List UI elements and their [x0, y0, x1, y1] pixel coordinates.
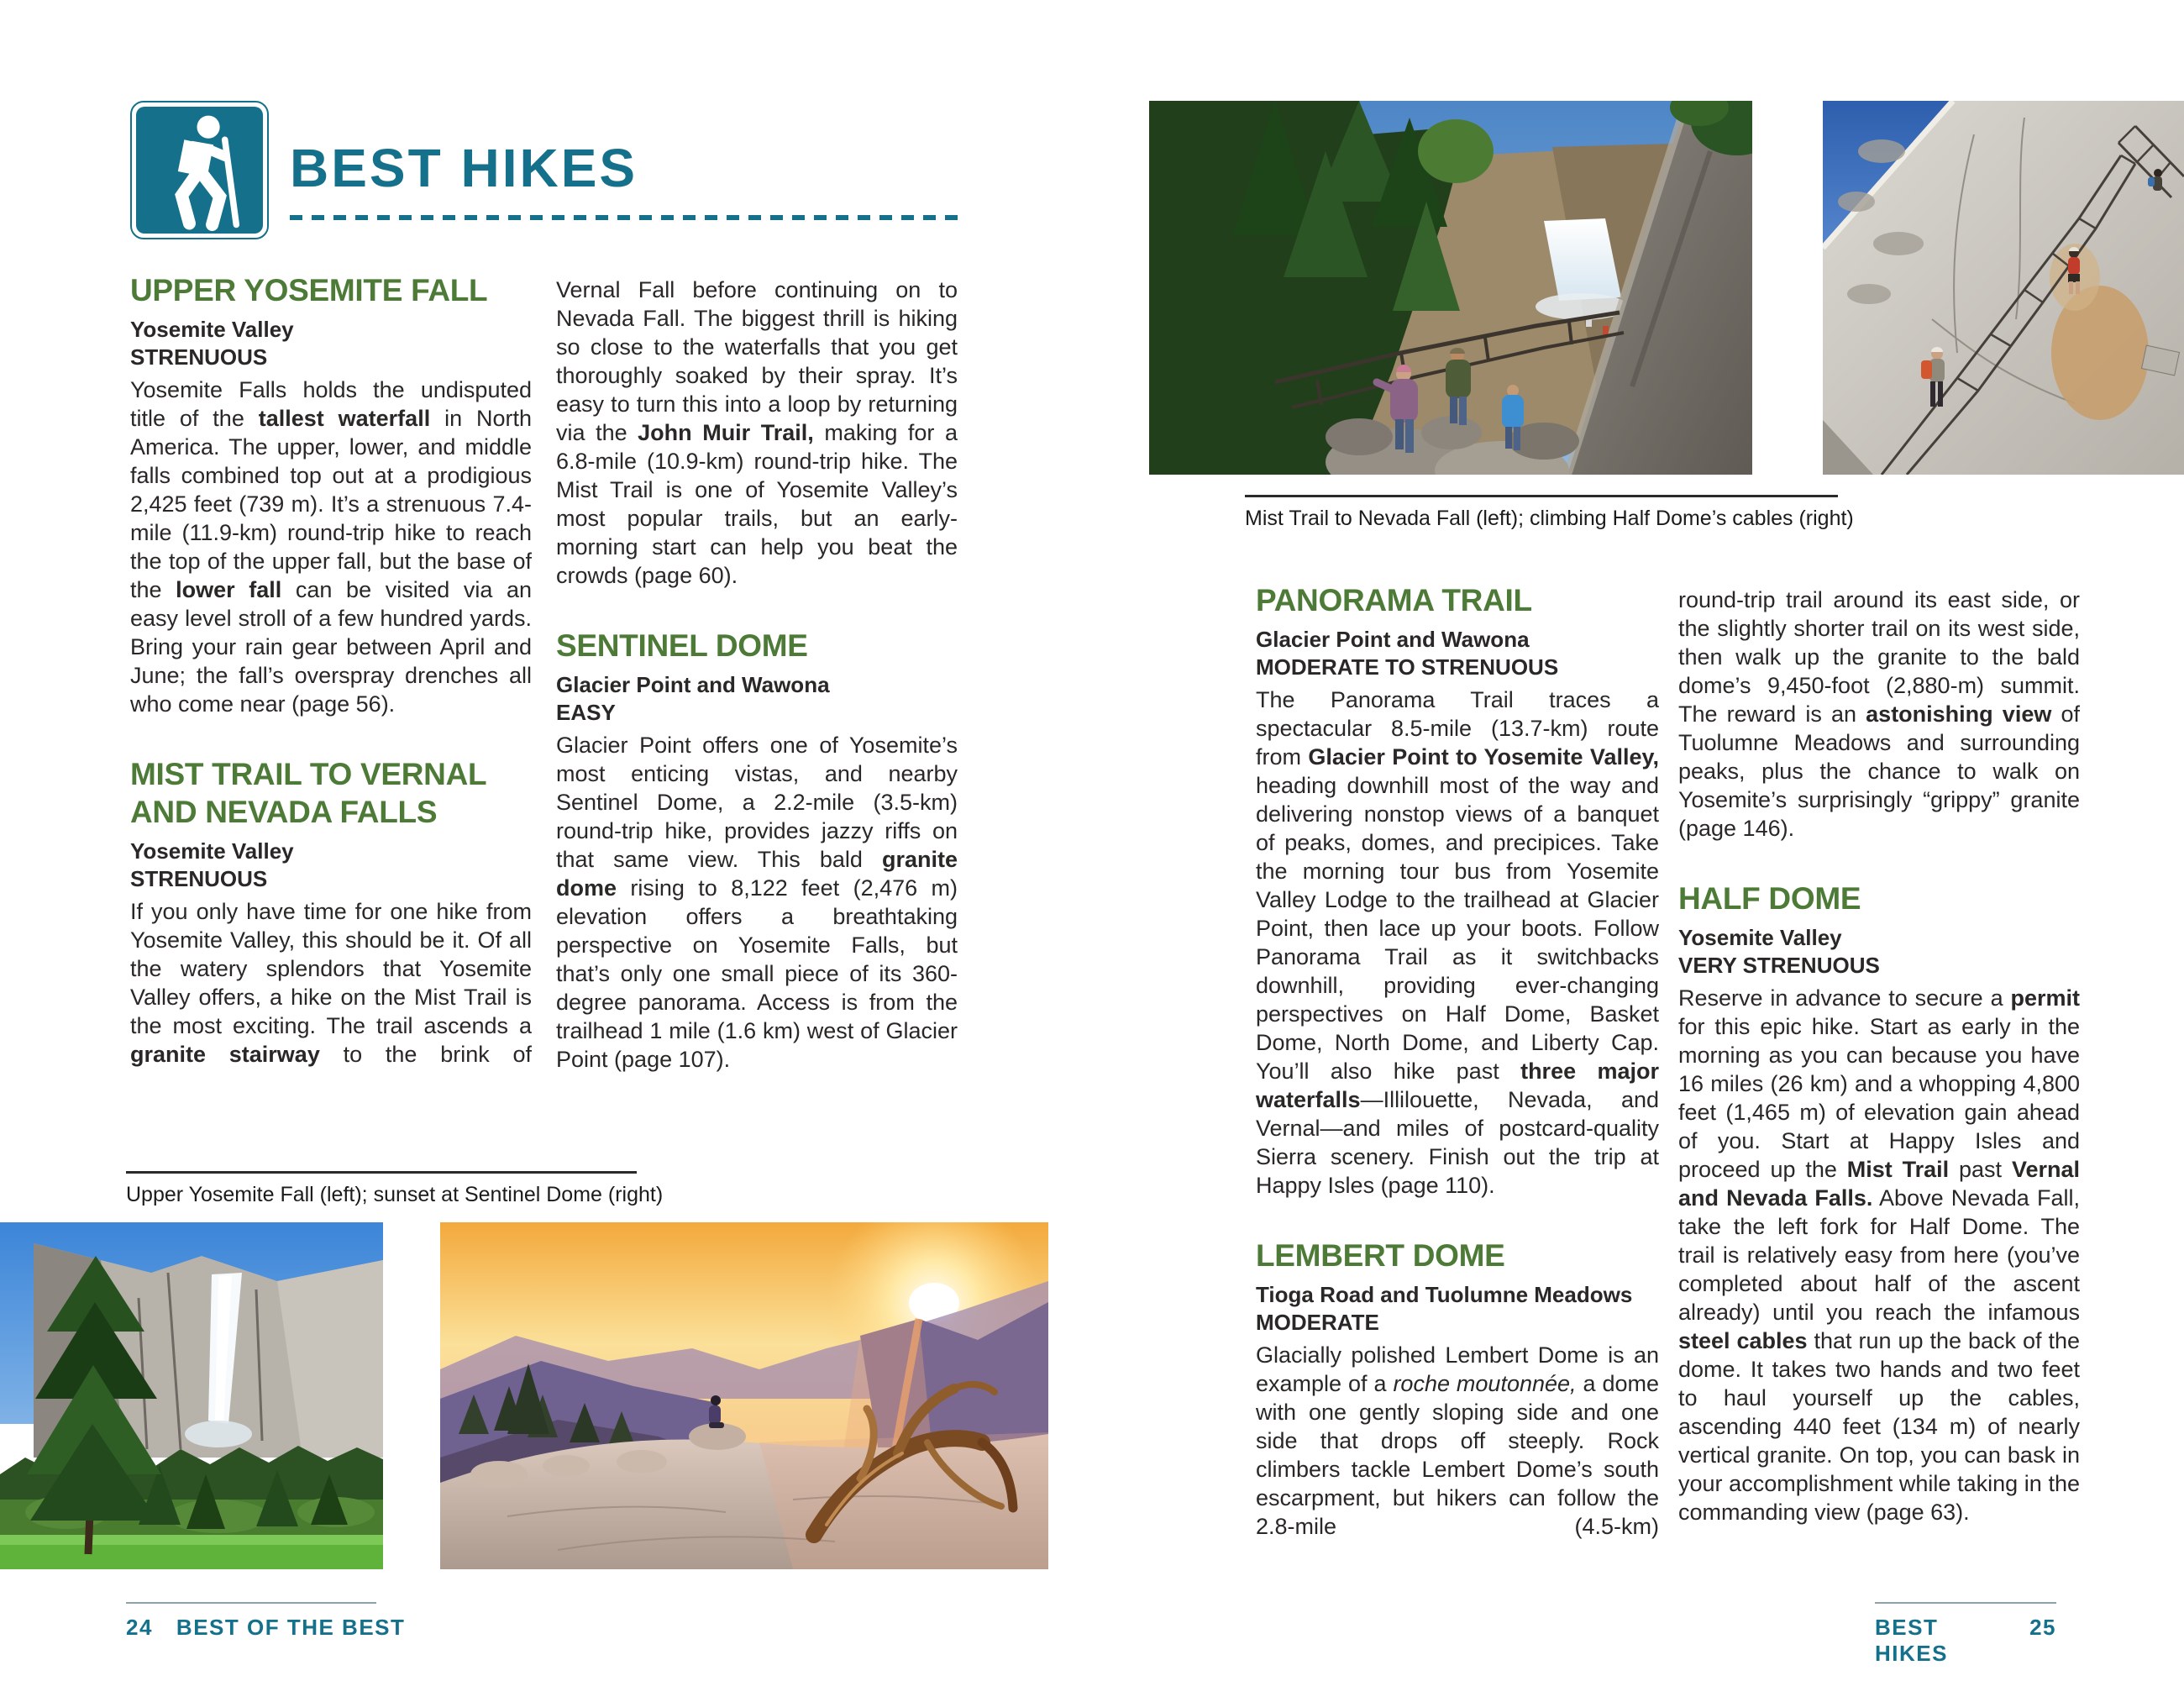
hiker-icon-tile — [136, 107, 263, 234]
sentinel-dome-sunset-illustration — [440, 1222, 1048, 1569]
right-page-column-2 — [1678, 581, 2080, 1526]
section-body: Glacially polished Lembert Dome is an example of a roche moutonnée, a dome with one gently sloping side and one side that drops off steeply. Rock climbers tackle Lembert Dome’s south escarpment, but hikers can follow the 2.8-mile (4.5-km) — [1256, 1342, 1660, 1539]
footer-label-right: BEST HIKES — [1875, 1615, 1948, 1666]
title-dashed-rule — [290, 215, 958, 220]
section-meta: MODERATE TO STRENUOUS — [1256, 654, 1559, 680]
hiker-icon — [130, 101, 269, 239]
section-meta: EASY — [556, 700, 616, 725]
footer-right — [1875, 1615, 2056, 1667]
section-meta: MODERATE — [1256, 1310, 1379, 1335]
section-meta: Glacier Point and Wawona — [1256, 627, 1530, 652]
section-meta: VERY STRENUOUS — [1678, 953, 1880, 978]
section-heading: HALF DOME — [1678, 881, 1861, 916]
page-title: BEST HIKES — [290, 138, 638, 198]
section-body: round-trip trail around its east side, or the slightly shorter trail on its west side, then walk up the granite to the bald dome’s 9,450-foot (2,880-m) summit. The reward is an astonishing view of Tuolumne Meadows and surrounding peaks, plus the chance to walk on Yosemite’s surprisingly “grippy” granite (page 146). — [1678, 587, 2081, 841]
photo-sentinel-dome-sunset — [440, 1222, 1048, 1569]
section-body: Yosemite Falls holds the undisputed title of the tallest waterfall in North America. The upper, lower, and middle falls combined top out at a prodigious 2,425 feet (739 m). It’s a strenuous 7.4-mile (11.9-km) round-trip hike to reach the top of the upper fall, but the base of the lower fall can be visited via an easy level stroll of a few hundred yards. Bring your rain gear between April and June; the fall’s overspray drenches all who come near (page 56). — [130, 377, 533, 717]
section-heading: MIST TRAIL TO VERNAL AND NEVADA FALLS — [130, 757, 486, 829]
footer-rule-right — [1875, 1602, 2056, 1604]
half-dome-cables-illustration — [1823, 101, 2184, 475]
section-body: Vernal Fall before continuing on to Nevada Fall. The biggest thrill is hiking so close to the waterfalls that you get thoroughly soaked by their spray. It’s easy to turn this into a loop by returning via the John Muir Trail, making for a 6.8-mile (10.9-km) round-trip hike. The Mist Trail is one of Yosemite Valley’s most popular trails, but an early-morning start can help you beat the crowds (page 60). — [556, 277, 958, 588]
section-heading: UPPER YOSEMITE FALL — [130, 273, 488, 307]
section-body: Reserve in advance to secure a permit for this epic hike. Start as early in the morning as you can because you have 16 miles (26 km) and a whopping 4,800 feet (1,465 m) of elevation gain ahead of you. Start at Happy Isles and proceed up the Mist Trail past Vernal and Nevada Falls. Above Nevada Fall, take the left fork for Half Dome. The trail is relatively easy from here (you’ve completed about half of the ascent already) until you reach the infamous steel cables that run up the back of the dome. It takes two hands and two feet to haul yourself up the cables, ascending 440 feet (134 m) of nearly vertical granite. On top, you can bask in your accomplishment while taking in the commanding view (page 63). — [1678, 985, 2080, 1525]
section-meta: Yosemite Valley — [130, 317, 294, 342]
caption-rule-right — [1245, 495, 1838, 497]
left-page-column-1 — [130, 271, 532, 1069]
photo-upper-yosemite-fall — [0, 1222, 383, 1569]
section-heading: LEMBERT DOME — [1256, 1238, 1505, 1273]
section-meta: Tioga Road and Tuolumne Meadows — [1256, 1282, 1633, 1307]
photo-caption-right: Mist Trail to Nevada Fall (left); climbing Half Dome’s cables (right) — [1245, 507, 1854, 530]
section-meta: Yosemite Valley — [1678, 925, 1842, 950]
footer-rule-left — [126, 1602, 376, 1604]
section-meta: STRENUOUS — [130, 866, 268, 891]
section-meta: STRENUOUS — [130, 344, 268, 370]
section-body: The Panorama Trail traces a spectacular 8.5-mile (13.7-km) route from Glacier Point to Yosemite Valley, heading downhill most of the way and delivering nonstop views of a banquet of peaks, domes, and precipices. Take the morning tour bus from Yosemite Valley Lodge to the trailhead at Glacier Point, then lace up your boots. Follow Panorama Trail as it switchbacks downhill, providing ever-changing perspectives on Half Dome, Basket Dome, North Dome, and Liberty Cap. You’ll also hike past three major waterfalls—Illilouette, Nevada, and Vernal—and miles of postcard-quality Sierra scenery. Finish out the trip at Happy Isles (page 110). — [1256, 687, 1659, 1198]
section-meta: Yosemite Valley — [130, 838, 294, 864]
caption-rule-left — [126, 1171, 637, 1174]
section-body: If you only have time for one hike from Yosemite Valley, this should be it. Of all the watery splendors that Yosemite Valley offers, a hike on the Mist Trail is the most exciting. The trail ascends a granite stairway to the brink of — [130, 899, 532, 1067]
upper-yosemite-fall-illustration — [0, 1222, 383, 1569]
right-page-column-1 — [1256, 581, 1659, 1541]
section-meta: Glacier Point and Wawona — [556, 672, 830, 697]
mist-trail-illustration — [1149, 101, 1752, 475]
page-number-right: 25 — [2029, 1615, 2056, 1640]
section-heading: PANORAMA TRAIL — [1256, 583, 1532, 617]
photo-half-dome-cables — [1823, 101, 2184, 475]
footer-label-left: BEST OF THE BEST — [176, 1615, 406, 1640]
hiker-figure — [136, 107, 263, 234]
photo-mist-trail — [1149, 101, 1752, 475]
page-number-left: 24 — [126, 1615, 153, 1640]
photo-caption-left: Upper Yosemite Fall (left); sunset at Sentinel Dome (right) — [126, 1183, 664, 1206]
section-body: Glacier Point offers one of Yosemite’s most enticing vistas, and nearby Sentinel Dome, a 2.2-mile (3.5-km) round-trip hike, provides jazzy riffs on that same view. This bald granite dome rising to 8,122 feet (2,476 m) elevation offers a breathtaking perspective on Yosemite Falls, but that’s only one small piece of its 360-degree panorama. Access is from the trailhead 1 mile (1.6 km) west of Glacier Point (page 107). — [556, 733, 958, 1072]
footer-left — [126, 1615, 405, 1641]
section-heading: SENTINEL DOME — [556, 628, 808, 663]
left-page-column-2 — [556, 271, 958, 1074]
